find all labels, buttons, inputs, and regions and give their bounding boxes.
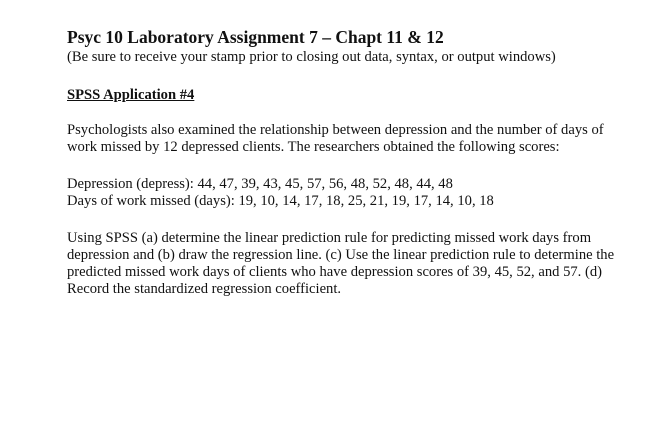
section-heading: SPSS Application #4 [67,87,195,103]
intro-line: Psychologists also examined the relationship between depression and the number of days of [67,122,604,138]
assignment-subtitle: (Be sure to receive your stamp prior to closing out data, syntax, or output windows) [67,49,556,65]
depression-scores-line: Depression (depress): 44, 47, 39, 43, 45, 57, 56, 48, 52, 48, 44, 48 [67,176,453,192]
days-missed-line: Days of work missed (days): 19, 10, 14, 17, 18, 25, 21, 19, 17, 14, 10, 18 [67,193,494,209]
assignment-title: Psyc 10 Laboratory Assignment 7 – Chapt 11 & 12 [67,27,444,47]
intro-line: work missed by 12 depressed clients. The researchers obtained the following scores: [67,139,560,155]
instructions-paragraph [67,230,653,298]
instructions-line: depression and (b) draw the regression line. (c) Use the linear prediction rule to determine the [67,247,615,263]
instructions-line: Using SPSS (a) determine the linear prediction rule for predicting missed work days from [67,230,592,246]
intro-paragraph [67,122,653,156]
instructions-line: predicted missed work days of clients who have depression scores of 39, 45, 52, and 57. (d) [67,264,602,280]
instructions-line: Record the standardized regression coefficient. [67,281,342,297]
data-paragraph [67,176,653,210]
document-page [67,27,653,297]
